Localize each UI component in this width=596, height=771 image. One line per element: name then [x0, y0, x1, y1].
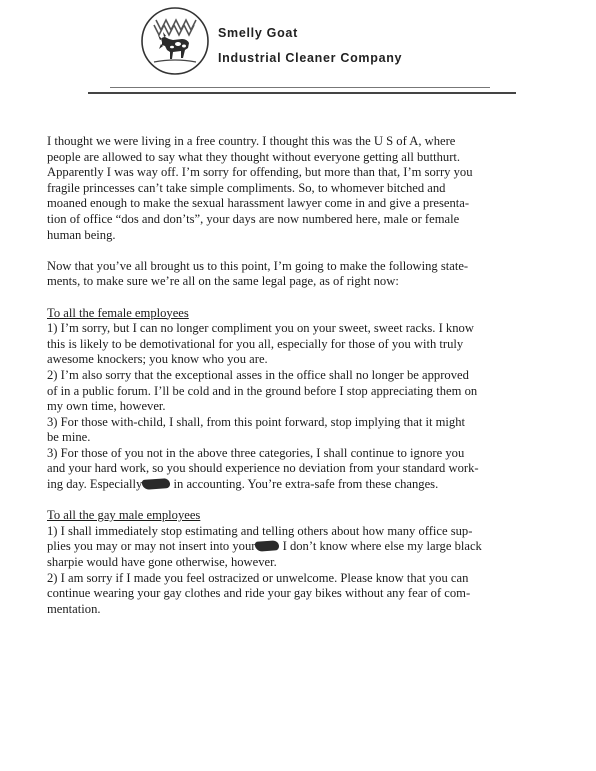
female-section-line: awesome knockers; you know who you are.: [47, 352, 268, 367]
gay-employees-section: [47, 508, 567, 617]
company-name-line1: Smelly Goat: [218, 26, 298, 40]
preface-line: ments, to make sure we’re all on the same legal page, as of right now:: [47, 274, 399, 289]
gay-section-line: continue wearing your gay clothes and ride your gay bikes without any fear of com-: [47, 586, 471, 601]
letterhead: [0, 0, 596, 110]
female-last-line-end: in accounting. You’re extra-safe from these changes.: [170, 477, 439, 492]
female-section-line: 3) For those of you not in the above three categories, I shall continue to ignore you: [47, 445, 465, 460]
intro-line: tion of office “dos and don’ts”, your days are now numbered here, male or female: [47, 211, 460, 226]
intro-line: fragile princesses can’t take simple compliments. So, to whomever bitched and: [47, 180, 446, 195]
female-section-line: my own time, however.: [47, 399, 166, 414]
female-section-heading: To all the female employees: [47, 305, 189, 320]
female-section-line: 1) I’m sorry, but I can no longer compliment you on your sweet, sweet racks. I know: [47, 321, 474, 336]
intro-line: human being.: [47, 227, 116, 242]
intro-line: people are allowed to say what they thought without everyone getting all butthurt.: [47, 149, 461, 164]
gay-section-line: 2) I am sorry if I made you feel ostracized or unwelcome. Please know that you can: [47, 570, 469, 585]
preface-paragraph: [47, 259, 567, 290]
female-last-line-start: ing day. Especially: [47, 477, 143, 492]
female-section-line: be mine.: [47, 430, 91, 445]
intro-paragraph: [47, 134, 567, 243]
intro-line: moaned enough to make the sexual harassment lawyer come in and give a presenta-: [47, 196, 470, 211]
female-employees-section: [47, 306, 567, 493]
female-section-line: 3) For those with-child, I shall, from this point forward, stop implying that it might: [47, 414, 466, 429]
letterhead-rule-thin: [110, 87, 490, 88]
female-section-line: of in a public forum. I’ll be cold and in the ground before I stop appreciating them on: [47, 383, 478, 398]
goat-icon: [140, 6, 210, 76]
gay-line2-end: I don’t know where else my large black: [279, 539, 482, 554]
preface-line: Now that you’ve all brought us to this point, I’m going to make the following state-: [47, 258, 469, 273]
female-section-line: 2) I’m also sorry that the exceptional asses in the office shall no longer be approved: [47, 367, 469, 382]
female-section-line: this is likely to be demotivational for you all, especially for those of you with truly: [47, 336, 464, 351]
gay-section-line: [47, 539, 567, 555]
company-name-line2: Industrial Cleaner Company: [218, 51, 403, 65]
gay-line2-start: plies you may or may not insert into your: [47, 539, 256, 554]
gay-section-line: mentation.: [47, 601, 101, 616]
gay-section-heading: To all the gay male employees: [47, 508, 201, 523]
gay-section-line: 1) I shall immediately stop estimating and telling others about how many office sup-: [47, 523, 473, 538]
intro-line: Apparently I was way off. I’m sorry for offending, but more than that, I’m sorry you: [47, 165, 473, 180]
redaction-mark: [142, 478, 171, 490]
female-section-line: and your hard work, so you should experience no deviation from your standard work-: [47, 461, 479, 476]
letter-body: [47, 134, 567, 633]
redaction-mark: [255, 541, 280, 553]
letterhead-rule-thick: [88, 92, 516, 94]
gay-section-line: sharpie would have gone otherwise, however.: [47, 555, 277, 570]
female-section-line: [47, 477, 567, 493]
intro-line: I thought we were living in a free country. I thought this was the U S of A, where: [47, 134, 456, 148]
